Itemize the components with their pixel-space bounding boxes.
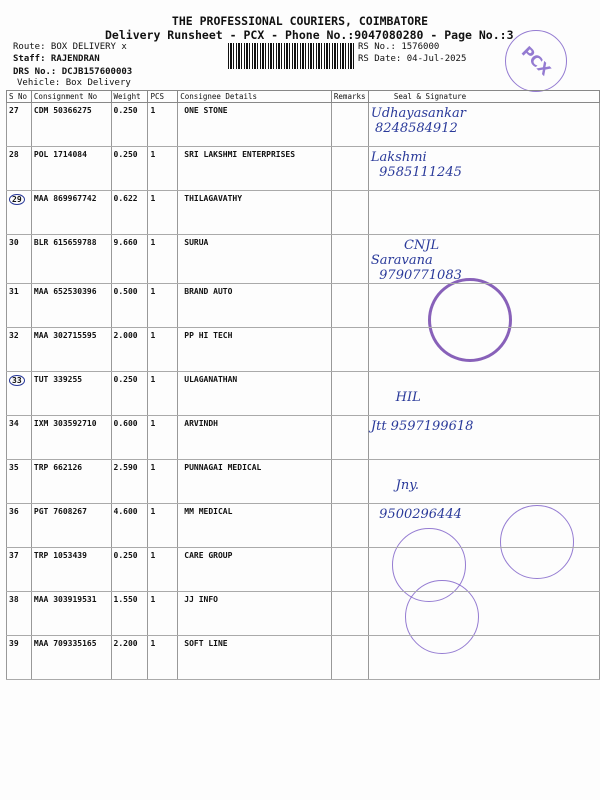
company-title: THE PROFESSIONAL COURIERS, COIMBATORE <box>171 14 429 28</box>
consignee-name <box>178 103 332 147</box>
consignment-no-text: MAA 302715595 <box>33 331 97 340</box>
consignment-no-text: POL 1714084 <box>33 150 87 159</box>
s-no-text: 27 <box>9 106 19 115</box>
signature-text: Lakshmi 9585111245 <box>370 150 462 180</box>
consignee-name-text: PP HI TECH <box>184 331 233 340</box>
pcs-text: 1 <box>150 287 156 296</box>
pcs <box>148 284 178 328</box>
barcode <box>228 43 354 69</box>
s-no-text: 38 <box>9 595 19 604</box>
consignment-no <box>31 372 111 416</box>
signature <box>368 328 599 372</box>
consignment-no <box>31 460 111 504</box>
weight-text: 4.600 <box>113 507 138 516</box>
consignee-name-text: ARVINDH <box>184 419 218 428</box>
s-no-text: 29 <box>9 194 25 205</box>
remarks <box>331 416 368 460</box>
runsheet-subtitle: Delivery Runsheet - PCX - Phone No.:9047080280 - Page No.:3 <box>105 28 514 42</box>
s-no-text: 30 <box>9 238 19 247</box>
consignee-name <box>178 416 332 460</box>
signature-text: HIL <box>395 390 421 405</box>
consignment-no-text: CDM 50366275 <box>33 106 92 115</box>
signature-text: CNJL Saravana 9790771083 <box>370 238 462 283</box>
pcs <box>148 592 178 636</box>
signature <box>368 548 599 592</box>
s-no <box>7 504 32 548</box>
pcs-text: 1 <box>150 331 156 340</box>
pcs <box>148 235 178 284</box>
table-row <box>7 636 600 680</box>
remarks <box>331 328 368 372</box>
consignee-name <box>178 636 332 680</box>
consignment-no <box>31 235 111 284</box>
s-no-text: 34 <box>9 419 19 428</box>
remarks <box>331 504 368 548</box>
weight <box>111 191 148 235</box>
col-weight: Weight <box>111 91 148 103</box>
col-consignment: Consignment No <box>31 91 111 103</box>
consignee-name-text: ULAGANATHAN <box>184 375 238 384</box>
s-no <box>7 235 32 284</box>
signature <box>368 592 599 636</box>
signature <box>368 504 599 548</box>
consignee-name <box>178 284 332 328</box>
remarks <box>331 548 368 592</box>
signature <box>368 636 599 680</box>
weight <box>111 504 148 548</box>
consignment-no-text: IXM 303592710 <box>33 419 97 428</box>
table-row <box>7 328 600 372</box>
s-no-text: 36 <box>9 507 19 516</box>
remarks <box>331 592 368 636</box>
consignment-no <box>31 548 111 592</box>
signature-text: Jtt 9597199618 <box>370 419 474 434</box>
consignment-no-text: TRP 662126 <box>33 463 83 472</box>
pcs <box>148 548 178 592</box>
pcs-text: 1 <box>150 507 156 516</box>
s-no <box>7 147 32 191</box>
s-no <box>7 460 32 504</box>
signature-text: Jny. <box>395 478 420 493</box>
table-row <box>7 504 600 548</box>
weight <box>111 548 148 592</box>
weight-text: 0.622 <box>113 194 138 203</box>
col-signature: Seal & Signature <box>368 91 599 103</box>
consignee-name <box>178 372 332 416</box>
pcs <box>148 328 178 372</box>
consignee-name-text: SOFT LINE <box>184 639 228 648</box>
pcs <box>148 504 178 548</box>
staff: Staff: RAJENDRAN <box>13 54 100 64</box>
signature-text: 9500296444 <box>370 507 462 522</box>
consignee-name <box>178 592 332 636</box>
pcs-text: 1 <box>150 595 156 604</box>
pcs-text: 1 <box>150 375 156 384</box>
col-pcs: PCS <box>148 91 178 103</box>
s-no <box>7 548 32 592</box>
weight-text: 0.500 <box>113 287 138 296</box>
consignment-no <box>31 416 111 460</box>
s-no-text: 33 <box>9 375 25 386</box>
pcs <box>148 372 178 416</box>
s-no <box>7 372 32 416</box>
consignment-no-text: TUT 339255 <box>33 375 83 384</box>
table-row <box>7 416 600 460</box>
weight <box>111 592 148 636</box>
table-row <box>7 372 600 416</box>
weight-text: 2.000 <box>113 331 138 340</box>
pcs-text: 1 <box>150 419 156 428</box>
consignee-name-text: ONE STONE <box>184 106 228 115</box>
table-row <box>7 147 600 191</box>
weight-text: 0.250 <box>113 106 138 115</box>
consignment-no-text: MAA 869967742 <box>33 194 97 203</box>
weight-text: 2.200 <box>113 639 138 648</box>
consignment-no <box>31 191 111 235</box>
runsheet-table <box>6 90 600 680</box>
pcs-text: 1 <box>150 463 156 472</box>
remarks <box>331 460 368 504</box>
s-no-text: 39 <box>9 639 19 648</box>
remarks <box>331 103 368 147</box>
s-no-text: 32 <box>9 331 19 340</box>
s-no <box>7 328 32 372</box>
consignment-no <box>31 636 111 680</box>
table-row <box>7 191 600 235</box>
table-row <box>7 284 600 328</box>
consignee-name-text: SRI LAKSHMI ENTERPRISES <box>184 150 296 159</box>
weight-text: 0.250 <box>113 375 138 384</box>
weight-text: 0.250 <box>113 551 138 560</box>
pcs <box>148 147 178 191</box>
rs-date: RS Date: 04-Jul-2025 <box>358 54 467 64</box>
weight <box>111 416 148 460</box>
weight <box>111 328 148 372</box>
table-row <box>7 460 600 504</box>
consignment-no <box>31 592 111 636</box>
consignment-no-text: MAA 709335165 <box>33 639 97 648</box>
pcs <box>148 416 178 460</box>
weight <box>111 284 148 328</box>
consignee-name <box>178 147 332 191</box>
weight <box>111 460 148 504</box>
remarks <box>331 284 368 328</box>
pcs-text: 1 <box>150 551 156 560</box>
col-remarks: Remarks <box>331 91 368 103</box>
table-row <box>7 103 600 147</box>
pcx-stamp: PCX <box>492 17 580 105</box>
route: Route: BOX DELIVERY x <box>13 42 127 52</box>
consignment-no-text: MAA 303919531 <box>33 595 97 604</box>
consignee-name-text: PUNNAGAI MEDICAL <box>184 463 262 472</box>
remarks <box>331 636 368 680</box>
weight <box>111 103 148 147</box>
remarks <box>331 191 368 235</box>
weight <box>111 636 148 680</box>
pcs <box>148 460 178 504</box>
weight-text: 0.600 <box>113 419 138 428</box>
s-no-text: 37 <box>9 551 19 560</box>
remarks <box>331 372 368 416</box>
pcs-text: 1 <box>150 238 156 247</box>
consignment-no <box>31 284 111 328</box>
consignee-name <box>178 191 332 235</box>
weight <box>111 235 148 284</box>
s-no <box>7 592 32 636</box>
s-no-text: 28 <box>9 150 19 159</box>
consignee-name-text: BRAND AUTO <box>184 287 233 296</box>
signature <box>368 416 599 460</box>
signature <box>368 191 599 235</box>
pcs <box>148 191 178 235</box>
consignee-name-text: MM MEDICAL <box>184 507 233 516</box>
s-no <box>7 103 32 147</box>
consignee-name <box>178 328 332 372</box>
consignment-no-text: TRP 1053439 <box>33 551 87 560</box>
signature <box>368 460 599 504</box>
s-no <box>7 636 32 680</box>
consignment-no <box>31 504 111 548</box>
s-no <box>7 191 32 235</box>
pcs-text: 1 <box>150 150 156 159</box>
table-row <box>7 235 600 284</box>
signature-text: Udhayasankar 8248584912 <box>370 106 467 136</box>
weight <box>111 147 148 191</box>
consignment-no <box>31 103 111 147</box>
consignee-name-text: JJ INFO <box>184 595 218 604</box>
pcs-text: 1 <box>150 639 156 648</box>
signature <box>368 147 599 191</box>
weight <box>111 372 148 416</box>
col-sno: S No <box>7 91 32 103</box>
s-no <box>7 416 32 460</box>
signature <box>368 372 599 416</box>
s-no-text: 31 <box>9 287 19 296</box>
consignment-no <box>31 328 111 372</box>
consignee-name-text: SURUA <box>184 238 209 247</box>
weight-text: 1.550 <box>113 595 138 604</box>
consignee-name-text: THILAGAVATHY <box>184 194 243 203</box>
consignment-no <box>31 147 111 191</box>
consignee-name <box>178 504 332 548</box>
weight-text: 0.250 <box>113 150 138 159</box>
remarks <box>331 147 368 191</box>
consignee-name-text: CARE GROUP <box>184 551 233 560</box>
drs-no: DRS No.: DCJB157600003 <box>13 67 133 77</box>
consignment-no-text: BLR 615659788 <box>33 238 97 247</box>
s-no <box>7 284 32 328</box>
signature <box>368 284 599 328</box>
consignee-name <box>178 548 332 592</box>
consignment-no-text: PGT 7608267 <box>33 507 87 516</box>
pcs <box>148 636 178 680</box>
consignee-name <box>178 460 332 504</box>
weight-text: 2.590 <box>113 463 138 472</box>
rs-no: RS No.: 1576000 <box>358 42 440 52</box>
signature <box>368 103 599 147</box>
signature <box>368 235 599 284</box>
table-header <box>7 91 600 103</box>
s-no-text: 35 <box>9 463 19 472</box>
table-row <box>7 548 600 592</box>
table-row <box>7 592 600 636</box>
consignment-no-text: MAA 652530396 <box>33 287 97 296</box>
col-consignee: Consignee Details <box>178 91 332 103</box>
pcs-text: 1 <box>150 106 156 115</box>
weight-text: 9.660 <box>113 238 138 247</box>
vehicle: Vehicle: Box Delivery <box>17 78 131 88</box>
consignee-name <box>178 235 332 284</box>
remarks <box>331 235 368 284</box>
pcs-text: 1 <box>150 194 156 203</box>
pcs <box>148 103 178 147</box>
